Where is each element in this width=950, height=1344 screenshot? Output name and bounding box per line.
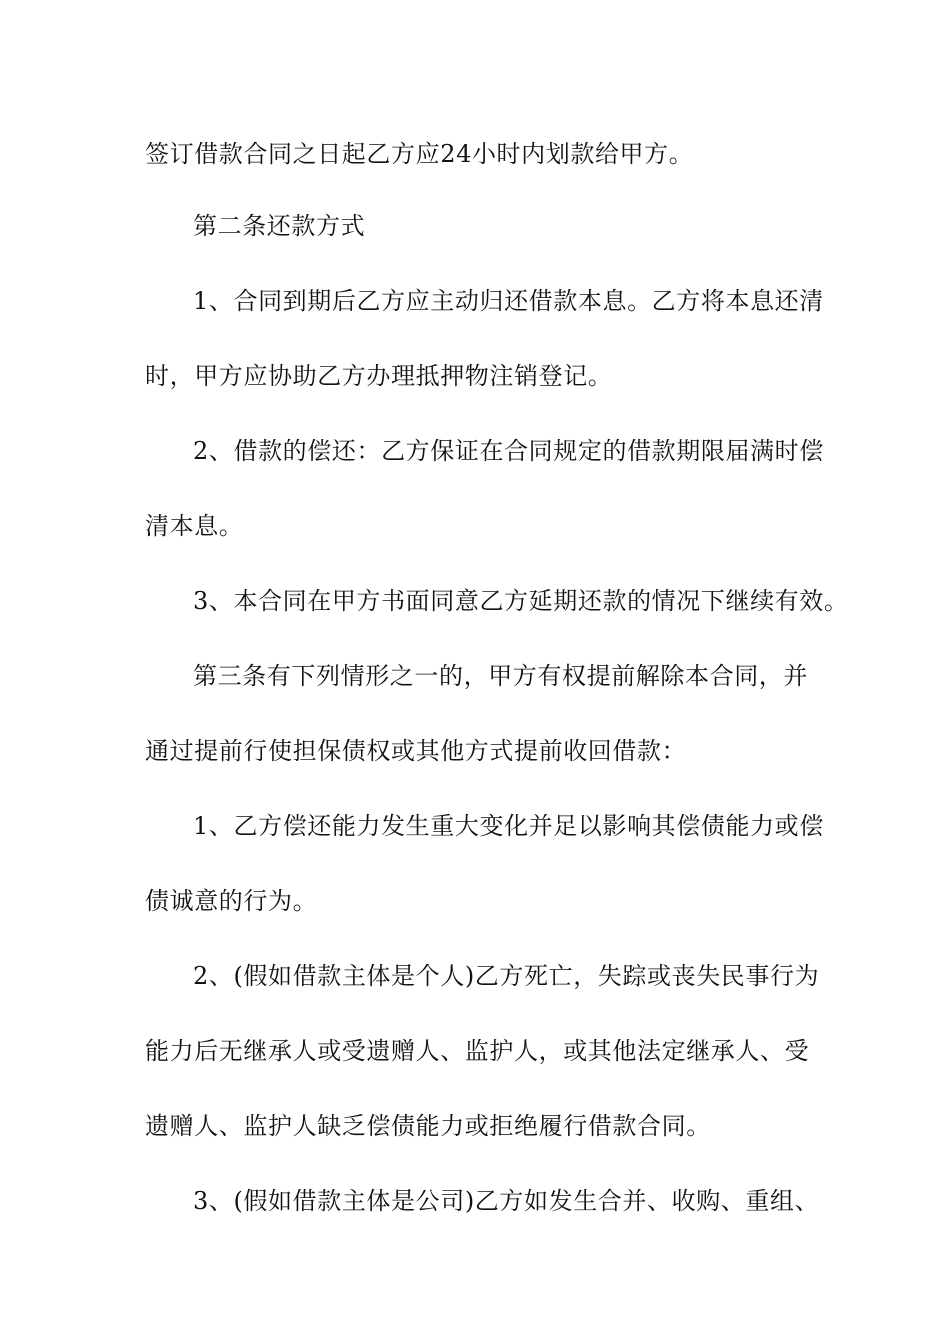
paragraph-line: 通过提前行使担保债权或其他方式提前收回借款： — [145, 737, 687, 765]
paragraph-line: 1、合同到期后乙方应主动归还借款本息。乙方将本息还清 — [193, 287, 824, 315]
paragraph-line: 能力后无继承人或受遗赠人、监护人，或其他法定继承人、受 — [145, 1037, 810, 1065]
paragraph-line: 1、乙方偿还能力发生重大变化并足以影响其偿债能力或偿 — [193, 812, 824, 840]
paragraph-line: 签订借款合同之日起乙方应24小时内划款给甲方。 — [145, 140, 694, 168]
section-heading: 第二条还款方式 — [193, 212, 366, 240]
paragraph-line: 3、本合同在甲方书面同意乙方延期还款的情况下继续有效。 — [193, 587, 849, 615]
paragraph-line: 3、(假如借款主体是公司)乙方如发生合并、收购、重组、 — [193, 1187, 820, 1215]
paragraph-line: 清本息。 — [145, 512, 244, 540]
paragraph-line: 遗赠人、监护人缺乏偿债能力或拒绝履行借款合同。 — [145, 1112, 711, 1140]
paragraph-line: 2、(假如借款主体是个人)乙方死亡，失踪或丧失民事行为 — [193, 962, 820, 990]
paragraph-line: 2、借款的偿还：乙方保证在合同规定的借款期限届满时偿 — [193, 437, 824, 465]
paragraph-line: 债诚意的行为。 — [145, 887, 318, 915]
paragraph-line: 时，甲方应协助乙方办理抵押物注销登记。 — [145, 362, 613, 390]
section-heading: 第三条有下列情形之一的，甲方有权提前解除本合同，并 — [193, 662, 808, 690]
